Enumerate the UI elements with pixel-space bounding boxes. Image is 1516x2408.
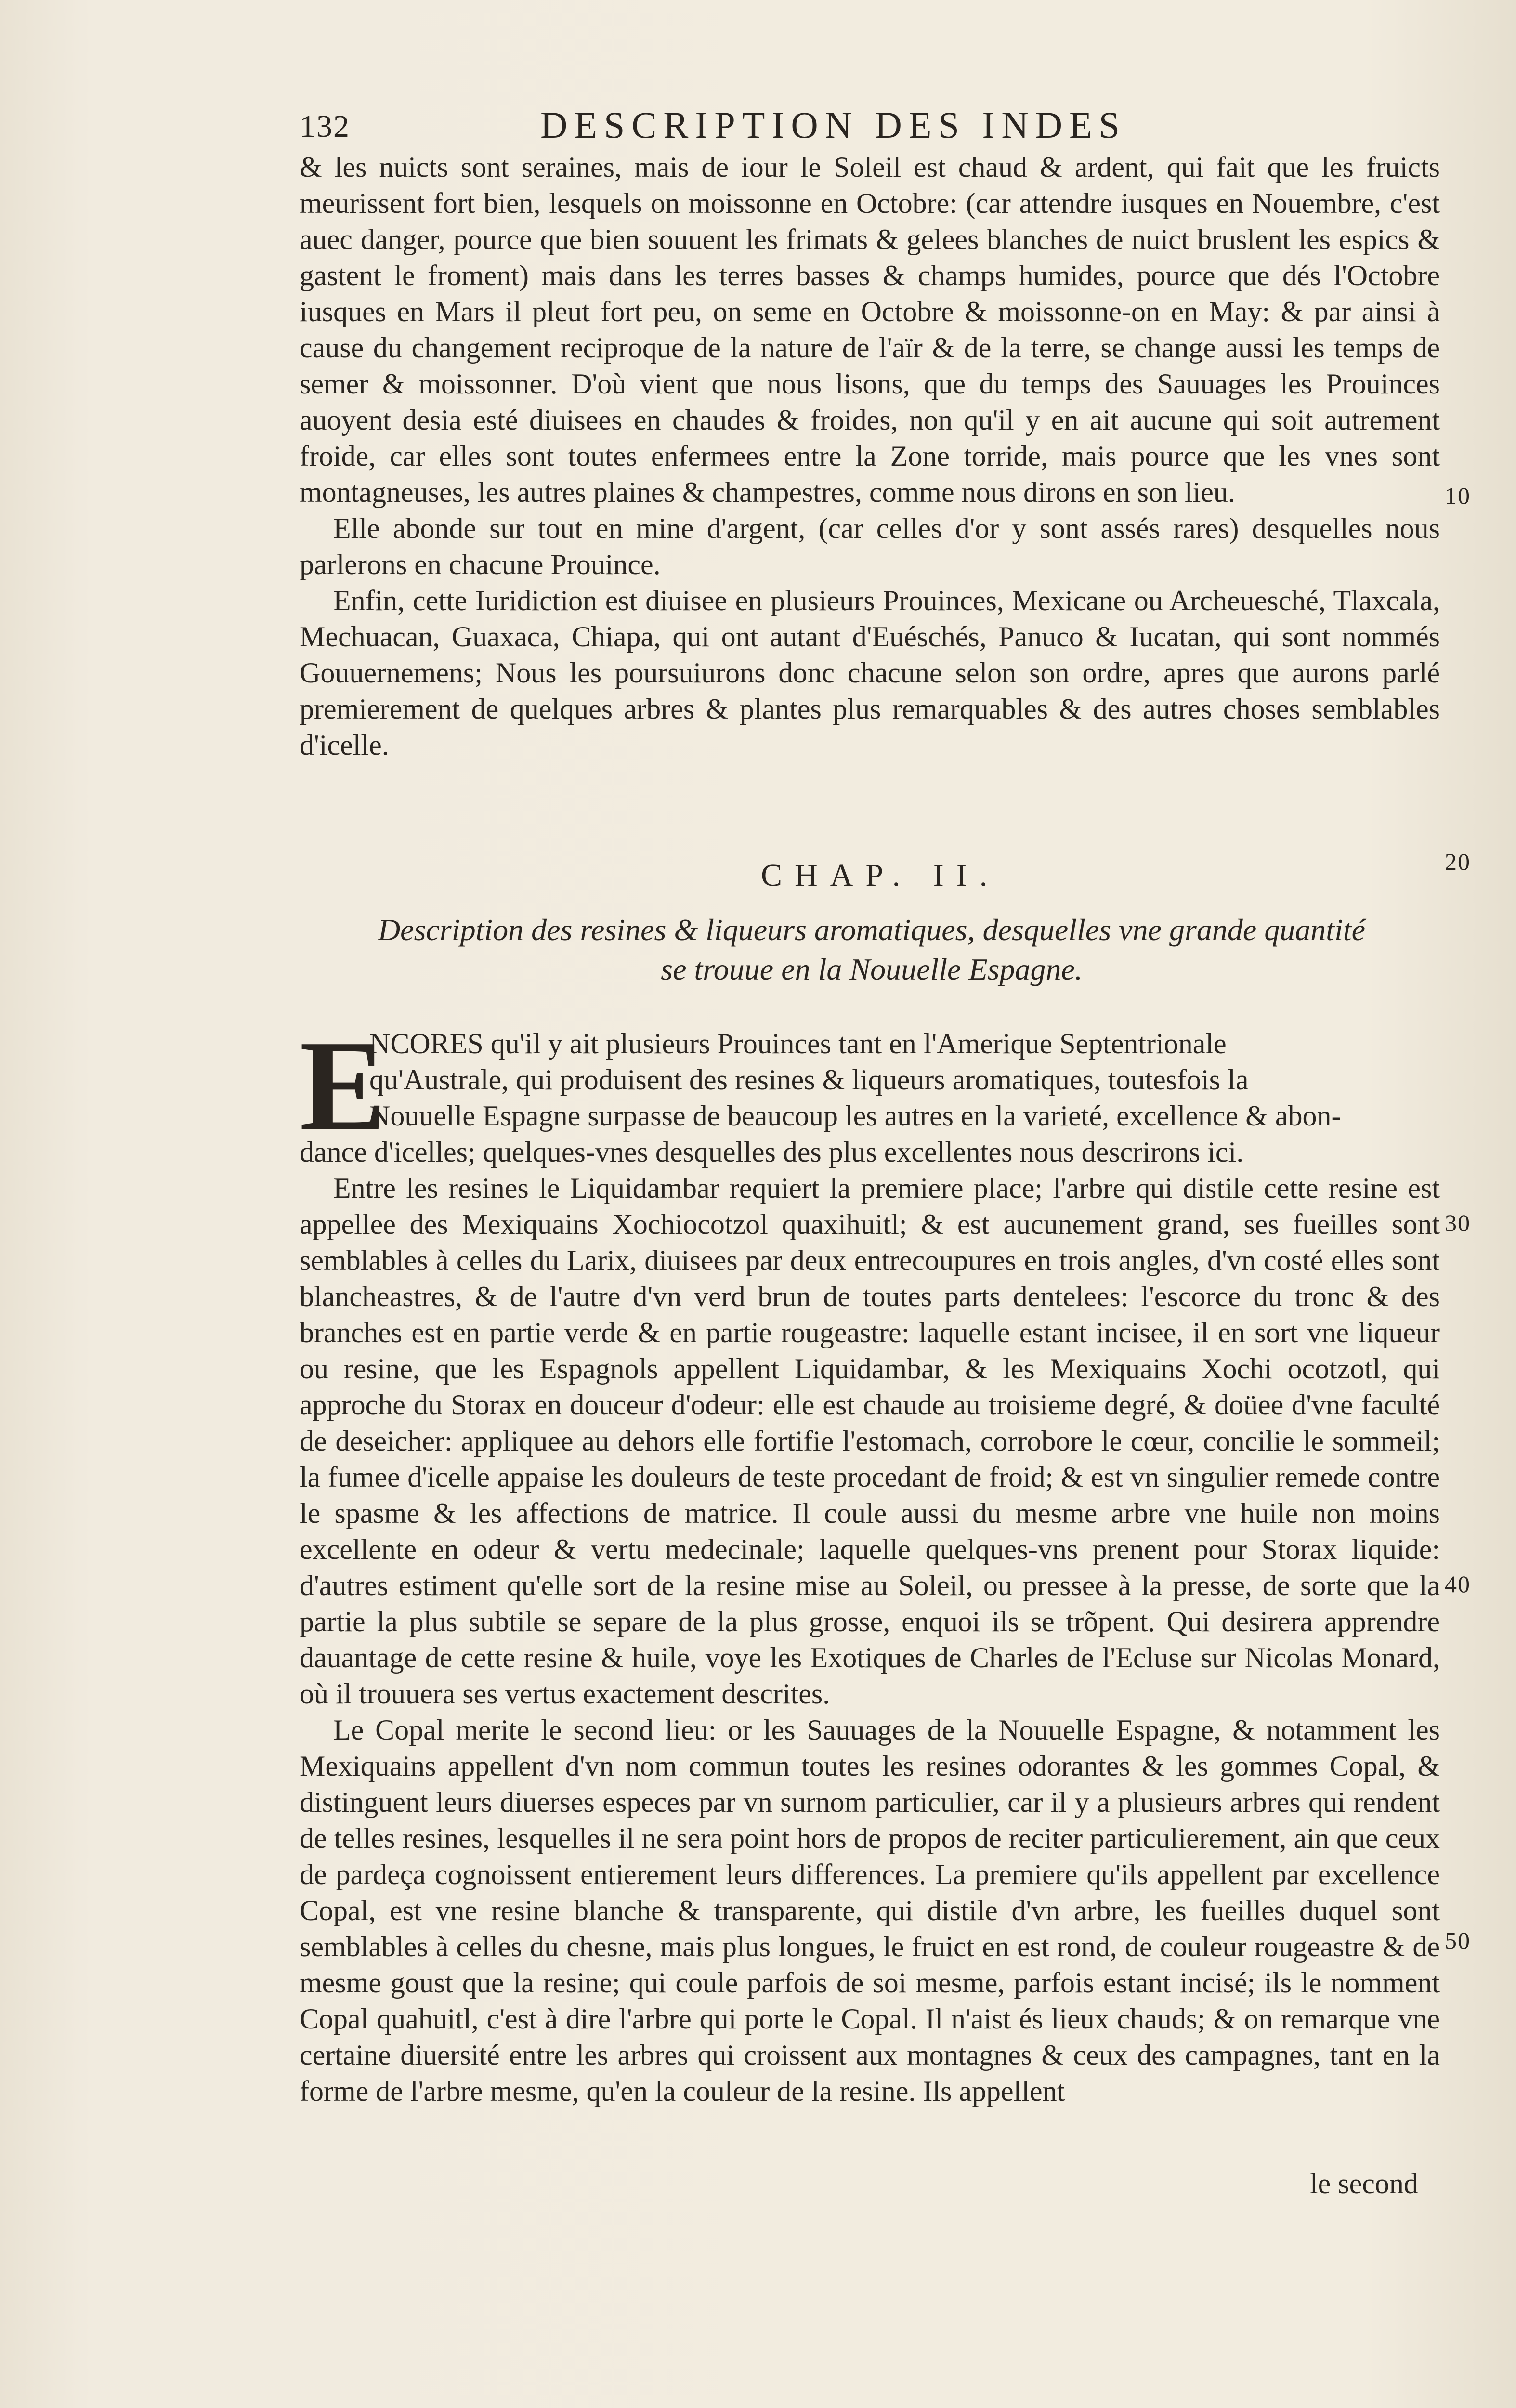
- page-header: [300, 104, 1359, 157]
- paragraph: Enfin, cette Iuridiction est diuisee en plusieurs Prouinces, Mexicane ou Archeuesché, Tlaxcala, Mechuacan, Guaxaca, Chiapa, qui ont autant d'Euéschés, Panuco & Iucatan, qui sont nommés Gouuernemens; Nous les poursuiurons donc chacune selon son ordre, apres que aurons parlé premierement de quelques arbres & plantes plus remarquables & des autres choses semblables d'icelle.: [300, 585, 1440, 761]
- running-head: DESCRIPTION DES INDES: [540, 104, 1127, 146]
- paragraph: Elle abonde sur tout en mine d'argent, (car celles d'or y sont assés rares) desquelles nous parlerons en chacune Prouince.: [300, 512, 1440, 580]
- margin-line-number: 30: [1445, 1209, 1471, 1236]
- margin-line-number: 50: [1445, 1927, 1471, 1954]
- chapter-subtitle: Description des resines & liqueurs aromatiques, desquelles vne grande quantité se trouue en la Nouuelle Espagne.: [378, 913, 1366, 986]
- drop-cap: E: [300, 1014, 387, 1158]
- chapter-heading: CHAP. II.: [761, 858, 1000, 893]
- text-block-top: [300, 149, 1440, 763]
- paragraph: Le Copal merite le second lieu: or les Sauuages de la Nouuelle Espagne, & notamment les Mexiquains appellent d'vn nom commun toutes les resines odorantes & les gommes Copal, & distinguent leurs diuerses especes par vn surnom particulier, car il y a plusieurs arbres qui rendent de telles resines, lesquelles il ne sera point hors de propos de reciter particulierement, ain que ceux de pardeça cognoissent entierement leurs differences. La premiere qu'ils appellent par excellence Copal, est vne resine blanche & transparente, qui distile d'vn arbre, les fueilles duquel sont semblables à celles du chesne, mais plus longues, le fruict en est rond, de couleur rougeastre & de mesme goust que la resine; qui coule parfois de soi mesme, parfois estant incisé; ils le nomment Copal quahuitl, c'est à dire l'arbre qui porte le Copal. Il n'aist és lieux chauds; & on remarque vne certaine diuersité entre les arbres qui croissent aux montagnes & ceux des campagnes, tant en la forme de l'arbre mesme, qu'en la couleur de la resine. Ils appellent: [300, 1714, 1440, 2107]
- margin-line-number: 40: [1445, 1570, 1471, 1597]
- chapter-intro: [300, 1026, 1440, 1134]
- page-number: 132: [300, 109, 350, 144]
- paragraph: & les nuicts sont seraines, mais de iour le Soleil est chaud & ardent, qui fait que les fruicts meurissent fort bien, lesquels on moissonne en Octobre: (car attendre iusques en Nouembre, c'est auec danger, pource que bien souuent les frimats & gelees blanches de nuict bruslent les espics & gastent le froment) mais dans les terres basses & champs humides, pource que dés l'Octobre iusques en Mars il pleut fort peu, on seme en Octobre & moissonne-on en May: & par ainsi à cause du changement reciproque de la nature de l'aïr & de la terre, se change aussi les temps de semer & moissonner. D'où vient que nous lisons, que du temps des Sauuages les Prouinces auoyent desia esté diuisees en chaudes & froides, non qu'il y en ait aucune qui soit autrement froide, car elles sont toutes enfermees entre la Zone torride, mais pource que les vnes sont montagneuses, les autres plaines & champestres, comme nous dirons en son lieu.: [300, 151, 1440, 508]
- paragraph: dance d'icelles; quelques-vnes desquelles des plus excellentes nous descrirons ici.: [300, 1136, 1244, 1168]
- intro-line: Nouuelle Espagne surpasse de beaucoup les autres en la varieté, excellence & abon-: [369, 1100, 1341, 1132]
- intro-line: NCORES qu'il y ait plusieurs Prouinces tant en l'Amerique Septentrionale: [369, 1028, 1227, 1060]
- text-block-bottom: [300, 1134, 1440, 2109]
- intro-line: qu'Australe, qui produisent des resines & liqueurs aromatiques, toutesfois la: [369, 1064, 1249, 1096]
- paragraph: Entre les resines le Liquidambar requiert la premiere place; l'arbre qui distile cette resine est appellee des Mexiquains Xochiocotzol quaxihuitl; & est aucunement grand, ses fueilles sont semblables à celles du Larix, diuisees par deux entrecoupures en trois angles, d'vn costé elles sont blancheastres, & de l'autre d'vn verd brun de toutes parts dentelees: l'escorce du tronc & des branches est en partie verde & en partie rougeastre: laquelle estant incisee, il en sort vne liqueur ou resine, que les Espagnols appellent Liquidambar, & les Mexiquains Xochi ocotzotl, qui approche du Storax en douceur d'odeur: elle est chaude au troisieme degré, & doüee d'vne faculté de deseicher: appliquee au dehors elle fortifie l'estomach, corrobore le cœur, concilie le sommeil; la fumee d'icelle appaise les douleurs de teste procedant de froid; & est vn singulier remede contre le spasme & les affections de matrice. Il coule aussi du mesme arbre vne huile non moins excellente en odeur & vertu medecinale; laquelle quelques-vns prenent pour Storax liquide: d'autres estiment qu'elle sort de la resine mise au Soleil, ou pressee à la presse, de sorte que la partie la plus subtile se separe de la plus grosse, enquoi ils se trõpent. Qui desirera apprendre dauantage de cette resine & huile, voye les Exotiques de Charles de l'Ecluse sur Nicolas Monard, où il trouuera ses vertus exactement descrites.: [300, 1172, 1440, 1710]
- margin-line-number: 10: [1445, 482, 1471, 509]
- margin-line-number: 20: [1445, 848, 1471, 875]
- catchword: le second: [1310, 2168, 1418, 2199]
